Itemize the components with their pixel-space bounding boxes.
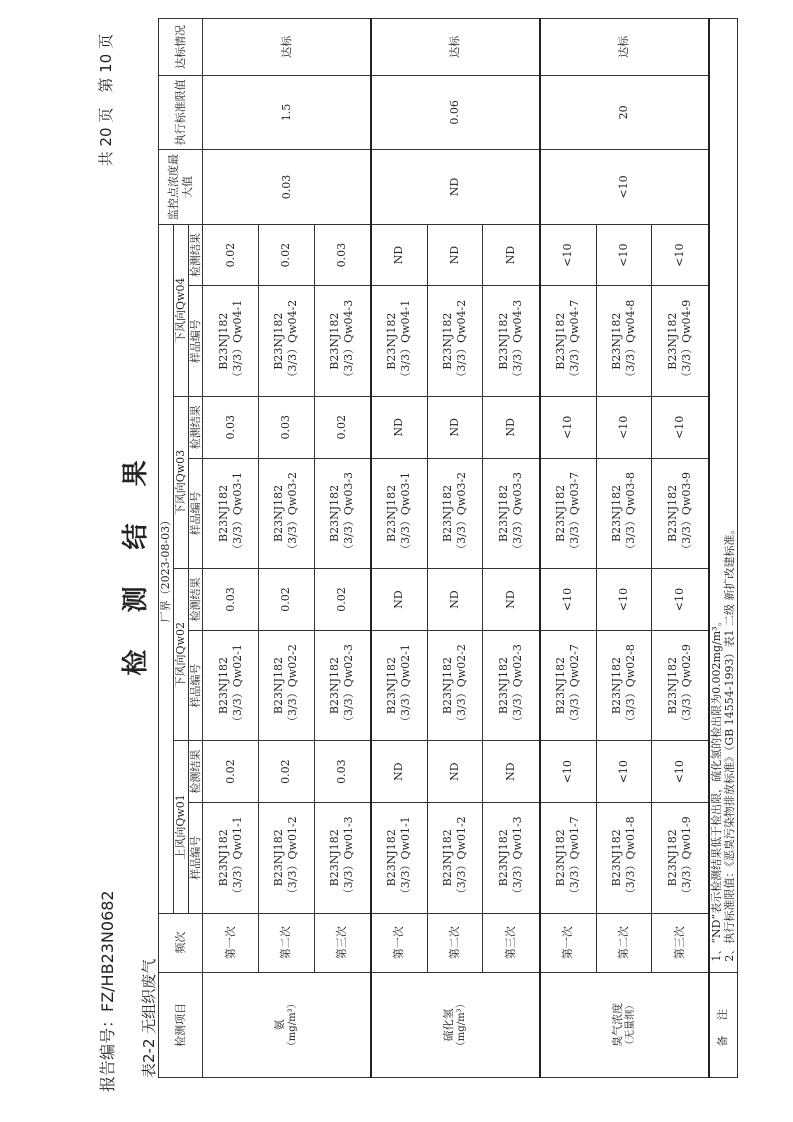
result-cell: <10 [596,396,652,458]
header-sample: 样品编号 [188,803,203,914]
sample-id-cell [371,286,428,397]
sample-id-line: （3/3）Qw02-3 [342,644,356,727]
sample-id-line: （3/3）Qw01-1 [230,816,244,900]
sample-id-line: （3/3）Qw04-2 [286,299,300,383]
result-cell: <10 [540,224,597,286]
result-cell: ND [427,741,483,803]
sample-id-cell [258,458,314,569]
sample-id-line: （3/3）Qw04-9 [679,299,693,383]
sample-id-line: B23NJ182 [610,657,624,715]
result-cell: 0.03 [258,396,314,458]
header-item: 检测项目 [159,972,203,1077]
sample-id-line: B23NJ182 [554,657,568,715]
result-cell: <10 [652,396,709,458]
sample-id-line: （3/3）Qw03-9 [679,471,693,555]
result-cell: 0.02 [203,224,259,286]
sample-id-line: B23NJ182 [610,484,624,542]
sample-id-line: （3/3）Qw04-1 [230,299,244,383]
sample-id-line: B23NJ182 [385,829,399,887]
sample-id-line: B23NJ182 [610,312,624,370]
sample-id-cell [540,630,597,741]
sample-id-line: B23NJ182 [328,829,342,887]
sample-id-line: （3/3）Qw03-8 [623,471,637,555]
sample-id-cell [203,286,259,397]
page-counter: 共 20 页 第 10 页 [97,34,115,167]
sample-id-line: B23NJ182 [272,312,286,370]
result-cell: 0.03 [314,741,371,803]
item-unit: （mg/m³） [287,998,299,1052]
status-cell: 达标 [540,19,709,76]
result-cell: <10 [652,224,709,286]
sample-id-line: （3/3）Qw03-1 [230,471,244,555]
report-number: 报告编号：FZ/HB23N0682 [98,890,117,1092]
item-unit: （无量纲） [624,999,636,1050]
sample-id-cell [596,286,652,397]
sample-id-cell [427,630,483,741]
sample-id-line: B23NJ182 [497,312,511,370]
sample-id-line: （3/3）Qw04-3 [510,299,524,383]
sample-id-line: （3/3）Qw02-2 [455,644,469,727]
sample-id-cell [427,803,483,914]
sample-id-line: B23NJ182 [272,657,286,715]
sample-id-line: （3/3）Qw01-7 [568,816,582,900]
status-cell: 达标 [203,19,371,76]
header-result: 检测结果 [188,396,203,458]
sample-id-cell [258,630,314,741]
sample-id-line: （3/3）Qw04-1 [399,299,413,383]
result-cell: <10 [596,569,652,631]
result-cell: 0.02 [258,741,314,803]
result-cell: ND [371,396,428,458]
sample-id-line: （3/3）Qw01-8 [623,816,637,900]
sample-id-line: B23NJ182 [554,484,568,542]
sample-id-cell [203,458,259,569]
sample-id-line: （3/3）Qw02-7 [568,644,582,727]
table-row [371,19,428,1078]
sample-id-cell [314,803,371,914]
sample-id-line: B23NJ182 [272,484,286,542]
sample-id-cell [652,630,709,741]
sample-id-line: （3/3）Qw02-2 [286,644,300,727]
sample-id-cell [540,803,597,914]
freq-cell: 第一次 [371,913,428,972]
header-point: 下风向Qw04 [173,224,188,396]
result-cell: 0.03 [203,569,259,631]
remark-line: 2、执行标准限值：《恶臭污染物排放标准》（GB 14554-1993）表1 二级 新扩改建标准。 [723,523,737,962]
sample-id-line: （3/3）Qw01-9 [679,816,693,900]
sample-id-line: （3/3）Qw01-1 [399,816,413,900]
sample-id-line: （3/3）Qw03-1 [399,471,413,555]
sample-id-line: （3/3）Qw02-1 [399,644,413,727]
result-cell: ND [371,224,428,286]
header-site: 厂界（2023-08-03） [159,224,174,913]
sample-id-cell [314,630,371,741]
sample-id-cell [203,630,259,741]
result-cell: <10 [540,569,597,631]
remark-line: 1、“ND”表示检测结果低于检出限，硫化氢的检出限为0.002mg/m³。 [709,615,723,962]
result-cell: 0.02 [314,569,371,631]
result-cell: 0.02 [203,741,259,803]
sample-id-cell [596,458,652,569]
sample-id-line: B23NJ182 [385,657,399,715]
sample-id-line: B23NJ182 [216,312,230,370]
sample-id-line: B23NJ182 [441,829,455,887]
sample-id-line: B23NJ182 [328,484,342,542]
header-sample: 样品编号 [188,286,203,397]
sample-id-cell [540,286,597,397]
status-cell: 达标 [371,19,540,76]
header-limit: 执行标准限值 [159,75,203,150]
freq-cell: 第三次 [652,913,709,972]
result-cell: 0.02 [258,569,314,631]
sample-id-line: B23NJ182 [216,484,230,542]
result-cell: <10 [540,396,597,458]
remark-label: 备 注 [709,972,738,1077]
sample-id-line: （3/3）Qw01-3 [342,816,356,900]
sample-id-cell [371,803,428,914]
item-name: 臭气浓度 [610,1002,624,1047]
header-sample: 样品编号 [188,458,203,569]
header-point: 下风向Qw03 [173,396,188,568]
sample-id-line: B23NJ182 [328,657,342,715]
sample-id-line: B23NJ182 [385,484,399,542]
sample-id-line: B23NJ182 [441,312,455,370]
result-cell: ND [483,741,540,803]
freq-cell: 第三次 [483,913,540,972]
result-cell: ND [371,569,428,631]
sample-id-cell [427,458,483,569]
sample-id-line: （3/3）Qw01-3 [510,816,524,900]
max-cell: <10 [540,150,709,225]
item-name-cell [203,972,371,1077]
item-name-cell [540,972,709,1077]
sample-id-cell [314,458,371,569]
max-cell: 0.03 [203,150,371,225]
header-freq: 频次 [159,913,203,972]
result-cell: ND [371,741,428,803]
sample-id-line: （3/3）Qw03-7 [568,471,582,555]
sample-id-line: B23NJ182 [497,484,511,542]
sample-id-line: （3/3）Qw01-2 [455,816,469,900]
limit-cell: 20 [540,75,709,150]
sample-id-line: B23NJ182 [216,829,230,887]
sample-id-cell [314,286,371,397]
result-cell: 0.02 [258,224,314,286]
table-row [540,19,597,1078]
sample-id-line: B23NJ182 [272,829,286,887]
sample-id-line: （3/3）Qw04-2 [455,299,469,383]
limit-cell: 0.06 [371,75,540,150]
sample-id-cell [483,630,540,741]
limit-cell: 1.5 [203,75,371,150]
sample-id-line: B23NJ182 [666,312,680,370]
header-point: 上风向Qw01 [173,741,188,913]
sample-id-cell [652,803,709,914]
item-unit: （mg/m³） [455,998,467,1052]
sample-id-line: （3/3）Qw04-7 [568,299,582,383]
sample-id-line: （3/3）Qw04-3 [342,299,356,383]
sample-id-cell [483,286,540,397]
sample-id-line: （3/3）Qw02-1 [230,644,244,727]
table-row [203,19,259,1078]
sample-id-line: B23NJ182 [328,312,342,370]
freq-cell: 第一次 [203,913,259,972]
sample-id-cell [427,286,483,397]
sample-id-line: B23NJ182 [385,312,399,370]
sample-id-cell [596,803,652,914]
freq-cell: 第三次 [314,913,371,972]
sample-id-line: （3/3）Qw02-8 [623,644,637,727]
remark-text [709,19,738,973]
freq-cell: 第一次 [540,913,597,972]
sample-id-line: B23NJ182 [497,829,511,887]
header-result: 检测结果 [188,569,203,631]
result-cell: ND [483,224,540,286]
result-cell: <10 [540,741,597,803]
sample-id-line: （3/3）Qw04-8 [623,299,637,383]
page-title: 检 测 结 果 [121,446,151,676]
result-cell: ND [483,396,540,458]
sample-id-cell [483,458,540,569]
result-cell: ND [427,569,483,631]
sample-id-line: B23NJ182 [497,657,511,715]
sample-id-line: B23NJ182 [666,657,680,715]
freq-cell: 第二次 [427,913,483,972]
sample-id-line: B23NJ182 [610,829,624,887]
sample-id-cell [652,286,709,397]
sample-id-cell [483,803,540,914]
result-cell: 0.03 [203,396,259,458]
sample-id-line: B23NJ182 [441,657,455,715]
sample-id-cell [258,803,314,914]
item-name: 氨 [273,1019,287,1031]
sample-id-line: （3/3）Qw03-3 [342,471,356,555]
header-max: 监控点浓度最大值 [159,150,203,225]
result-cell: 0.03 [314,224,371,286]
sample-id-line: B23NJ182 [216,657,230,715]
sample-id-line: （3/3）Qw03-2 [286,471,300,555]
results-table [158,18,738,1078]
header-result: 检测结果 [188,741,203,803]
sample-id-cell [540,458,597,569]
sample-id-line: （3/3）Qw02-3 [510,644,524,727]
sample-id-cell [203,803,259,914]
freq-cell: 第二次 [596,913,652,972]
result-cell: <10 [596,224,652,286]
max-cell: ND [371,150,540,225]
sample-id-cell [596,630,652,741]
result-cell: <10 [652,569,709,631]
sample-id-line: B23NJ182 [666,484,680,542]
sample-id-cell [371,630,428,741]
result-cell: <10 [596,741,652,803]
sample-id-line: （3/3）Qw03-3 [510,471,524,555]
header-status: 达标情况 [159,19,203,76]
result-cell: <10 [652,741,709,803]
sample-id-line: （3/3）Qw01-2 [286,816,300,900]
sample-id-line: B23NJ182 [554,312,568,370]
item-name-cell [371,972,540,1077]
result-cell: ND [483,569,540,631]
sample-id-line: B23NJ182 [666,829,680,887]
header-point: 下风向Qw02 [173,569,188,741]
item-name: 硫化氢 [441,1008,455,1042]
freq-cell: 第二次 [258,913,314,972]
sample-id-cell [652,458,709,569]
sample-id-line: （3/3）Qw02-9 [679,644,693,727]
sample-id-cell [371,458,428,569]
result-cell: 0.02 [314,396,371,458]
result-cell: ND [427,224,483,286]
result-cell: ND [427,396,483,458]
sample-id-line: （3/3）Qw03-2 [455,471,469,555]
sample-id-line: B23NJ182 [554,829,568,887]
sample-id-cell [258,286,314,397]
header-sample: 样品编号 [188,630,203,741]
table-caption: 表2-2 无组织废气 [140,958,158,1078]
sample-id-line: B23NJ182 [441,484,455,542]
header-result: 检测结果 [188,224,203,286]
